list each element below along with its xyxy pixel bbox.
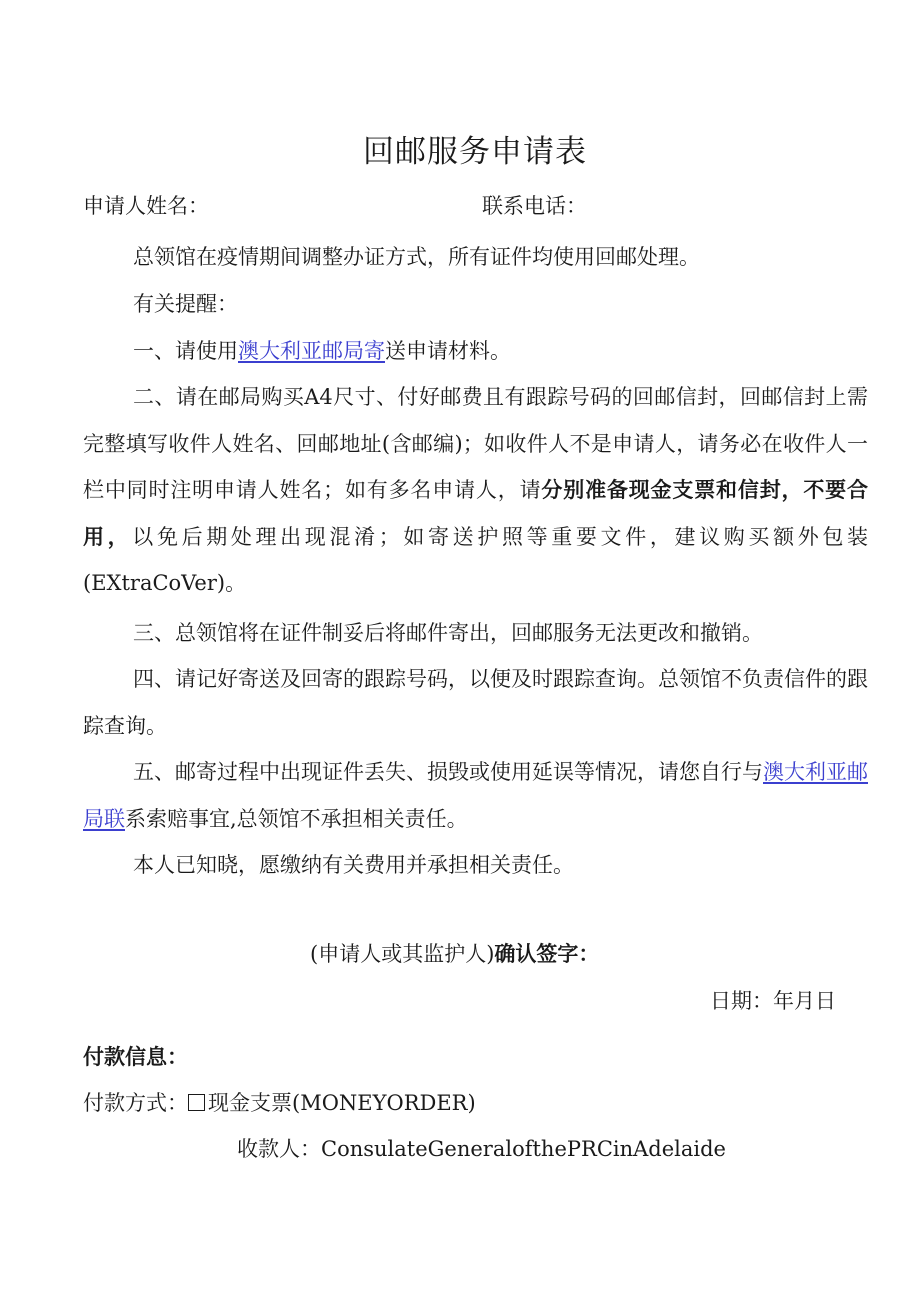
reminder-item-4: 四、请记好寄送及回寄的跟踪号码，以便及时跟踪查询。总领馆不负责信件的跟踪查询。 <box>83 667 868 738</box>
reminder-item-2 <box>83 374 868 607</box>
payment-heading: 付款信息： <box>83 1045 188 1069</box>
payment-method-line <box>83 1087 476 1117</box>
payment-method-value: 现金支票(MONEYORDER) <box>208 1091 476 1115</box>
payee-line: 收款人：ConsulateGeneralofthePRCinAdelaide <box>237 1137 726 1161</box>
australia-post-contact-link[interactable]: 澳大利亚邮局联 <box>83 760 868 831</box>
reminder-item-3: 三、总领馆将在证件制妥后将邮件寄出，回邮服务无法更改和撤销。 <box>133 621 763 645</box>
intro-paragraph: 总领馆在疫情期间调整办证方式，所有证件均使用回邮处理。 <box>133 245 700 269</box>
australia-post-link[interactable]: 澳大利亚邮局寄 <box>238 339 385 363</box>
applicant-name-label: 申请人姓名： <box>83 194 209 218</box>
reminder-item-1 <box>83 328 868 375</box>
signature-confirm-label: 确认签字： <box>494 942 600 966</box>
date-line: 日期：年月日 <box>710 989 836 1013</box>
item2-text-pre: 二、请在邮局购买A4尺寸、付好邮费且有跟踪号码的回邮信封，回邮信封上需完整填写收件人姓名、回邮地址(含邮编)；如收件人不是申请人，请务必在收件人一栏中同时注明申请人姓名；如有多名申请人，请 <box>83 385 868 502</box>
payment-method-label: 付款方式： <box>83 1091 188 1115</box>
item1-text-pre: 一、请使用 <box>133 339 238 363</box>
item1-text-post: 送申请材料。 <box>385 339 511 363</box>
signature-line <box>310 938 599 968</box>
item2-bold-warning: 分别准备现金支票和信封，不要合用， <box>83 478 869 549</box>
item5-text-pre: 五、邮寄过程中出现证件丢失、损毁或使用延误等情况，请您自行与 <box>133 760 763 784</box>
reminder-item-5 <box>83 749 868 842</box>
signature-guardian-note: (申请人或其监护人) <box>310 942 495 966</box>
phone-label: 联系电话： <box>482 194 587 218</box>
money-order-checkbox[interactable] <box>188 1094 205 1111</box>
form-title: 回邮服务申请表 <box>363 134 587 170</box>
item5-text-post: 系索赔事宜,总领馆不承担相关责任。 <box>125 806 468 831</box>
acknowledgement-statement: 本人已知晓，愿缴纳有关费用并承担相关责任。 <box>133 853 574 877</box>
item2-text-post: 以免后期处理出现混淆；如寄送护照等重要文件，建议购买额外包装(EXtraCoVer)。 <box>83 524 869 595</box>
reminder-heading: 有关提醒： <box>133 292 238 316</box>
